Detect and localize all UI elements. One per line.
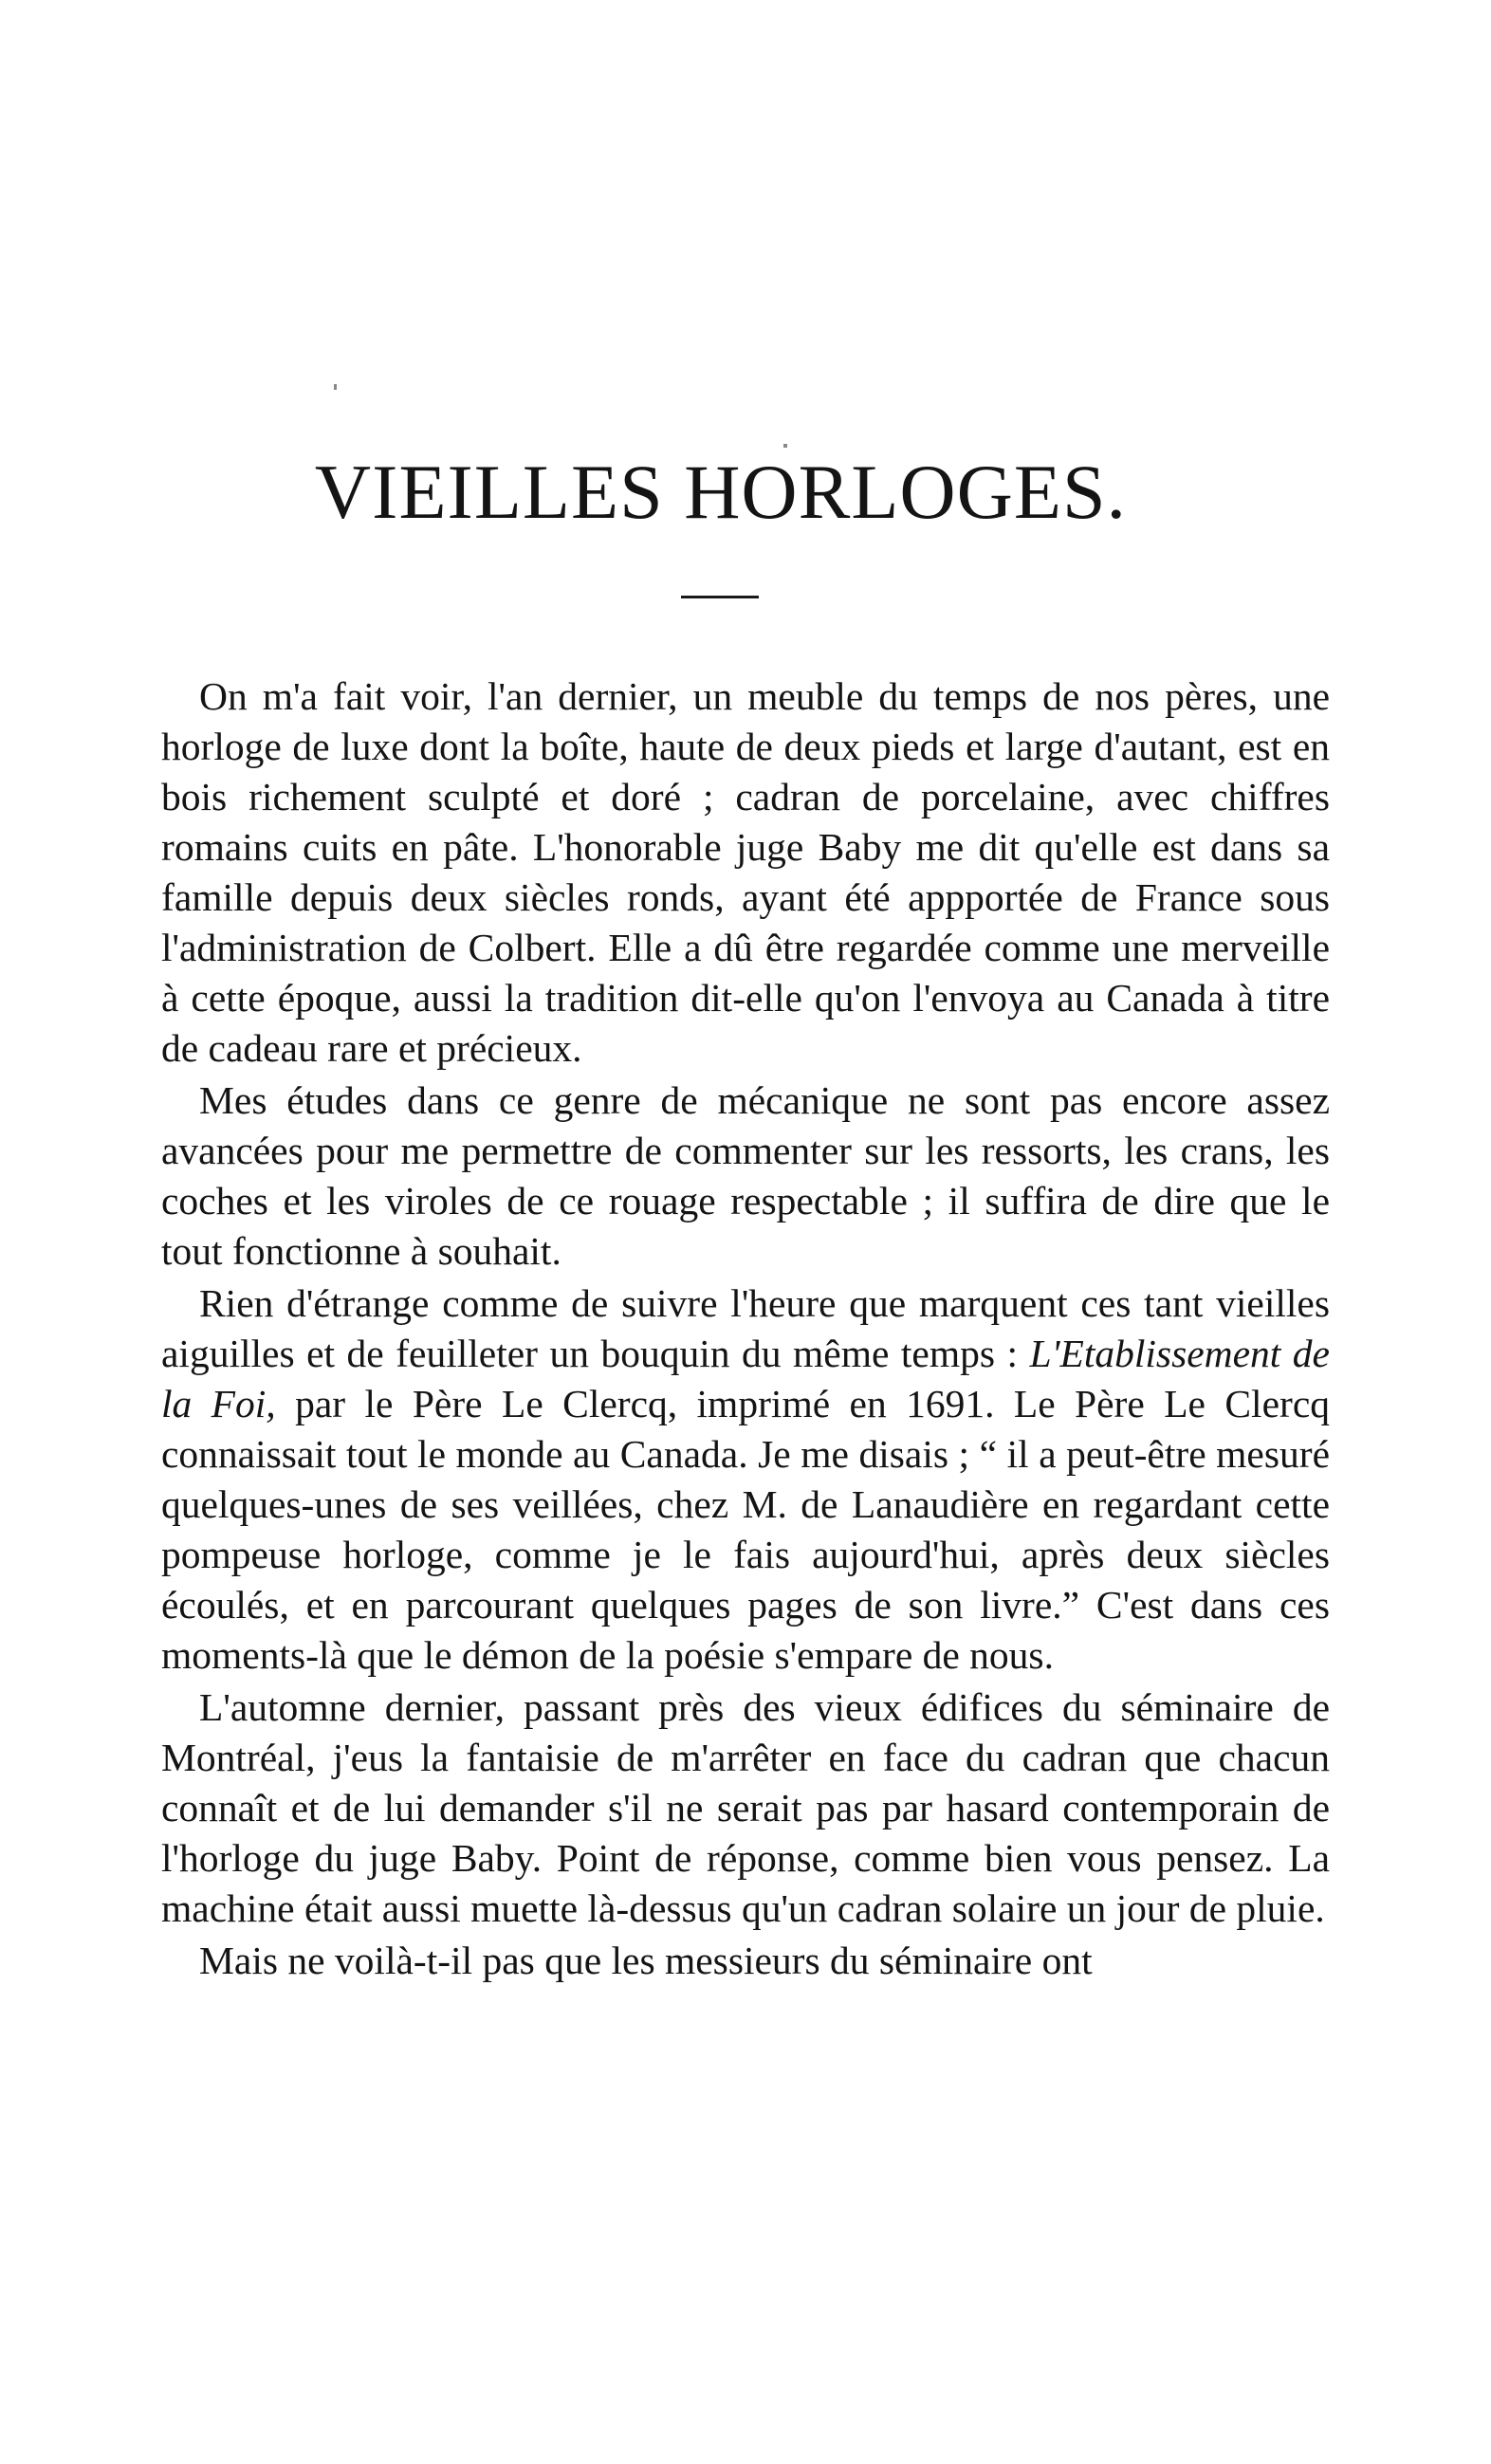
print-speck (783, 444, 787, 448)
title-rule (681, 596, 759, 598)
paragraph-5: Mais ne voilà-t-il pas que les messieurs du séminaire ont (199, 1939, 1093, 1982)
body-text (161, 671, 1330, 1988)
paragraph-2: Mes études dans ce genre de mécanique ne sont pas encore assez avancées pour me permettre de commenter sur les ressorts, les crans, les coches et les viroles de ce rouage respectable ; il suffira de dire que le tout fonctionne à souhait. (161, 1078, 1330, 1273)
paragraph-1: On m'a fait voir, l'an dernier, un meuble du temps de nos pères, une horloge de luxe dont la boîte, haute de deux pieds et large d'autant, est en bois richement sculpté et doré ; cadran de porcelaine, avec chiffres romains cuits en pâte. L'honorable juge Baby me dit qu'elle est dans sa famille depuis deux siècles ronds, ayant été appportée de France sous l'administration de Colbert. Elle a dû être regardée comme une merveille à cette époque, aussi la tradition dit-elle qu'on l'envoya au Canada à titre de cadeau rare et précieux. (161, 674, 1330, 1070)
page-title: VIEILLES HORLOGES. (314, 449, 1128, 535)
paragraph-3 (161, 1278, 1330, 1681)
print-speck (334, 384, 337, 390)
paragraph-4: L'automne dernier, passant près des vieux édifices du séminaire de Montréal, j'eus la fantaisie de m'arrêter en face du cadran que chacun connaît et de lui demander s'il ne serait pas par hasard contemporain de l'horloge du juge Baby. Point de réponse, comme bien vous pensez. La machine était aussi muette là-dessus qu'un cadran solaire un jour de pluie. (161, 1685, 1330, 1930)
book-title: L'Etablissement de la Foi, (161, 1332, 1330, 1425)
paragraph-3-lead: Rien d'étrange comme de suivre l'heure que marquent ces tant vieilles aiguilles et de feuilleter un bouquin du même temps : (161, 1281, 1330, 1375)
paragraph-3-rest: par le Père Le Clercq, imprimé en 1691. Le Père Le Clercq connaissait tout le monde au Canada. Je me disais ; “ il a peut-être mesuré quelques-unes de ses veillées, chez M. de Lanaudière en regardant cette pompeuse horloge, comme je le fais aujourd'hui, après deux siècles écoulés, et en parcourant quelques pages de son livre.” C'est dans ces moments-là que le démon de la poésie s'empare de nous. (161, 1382, 1330, 1677)
